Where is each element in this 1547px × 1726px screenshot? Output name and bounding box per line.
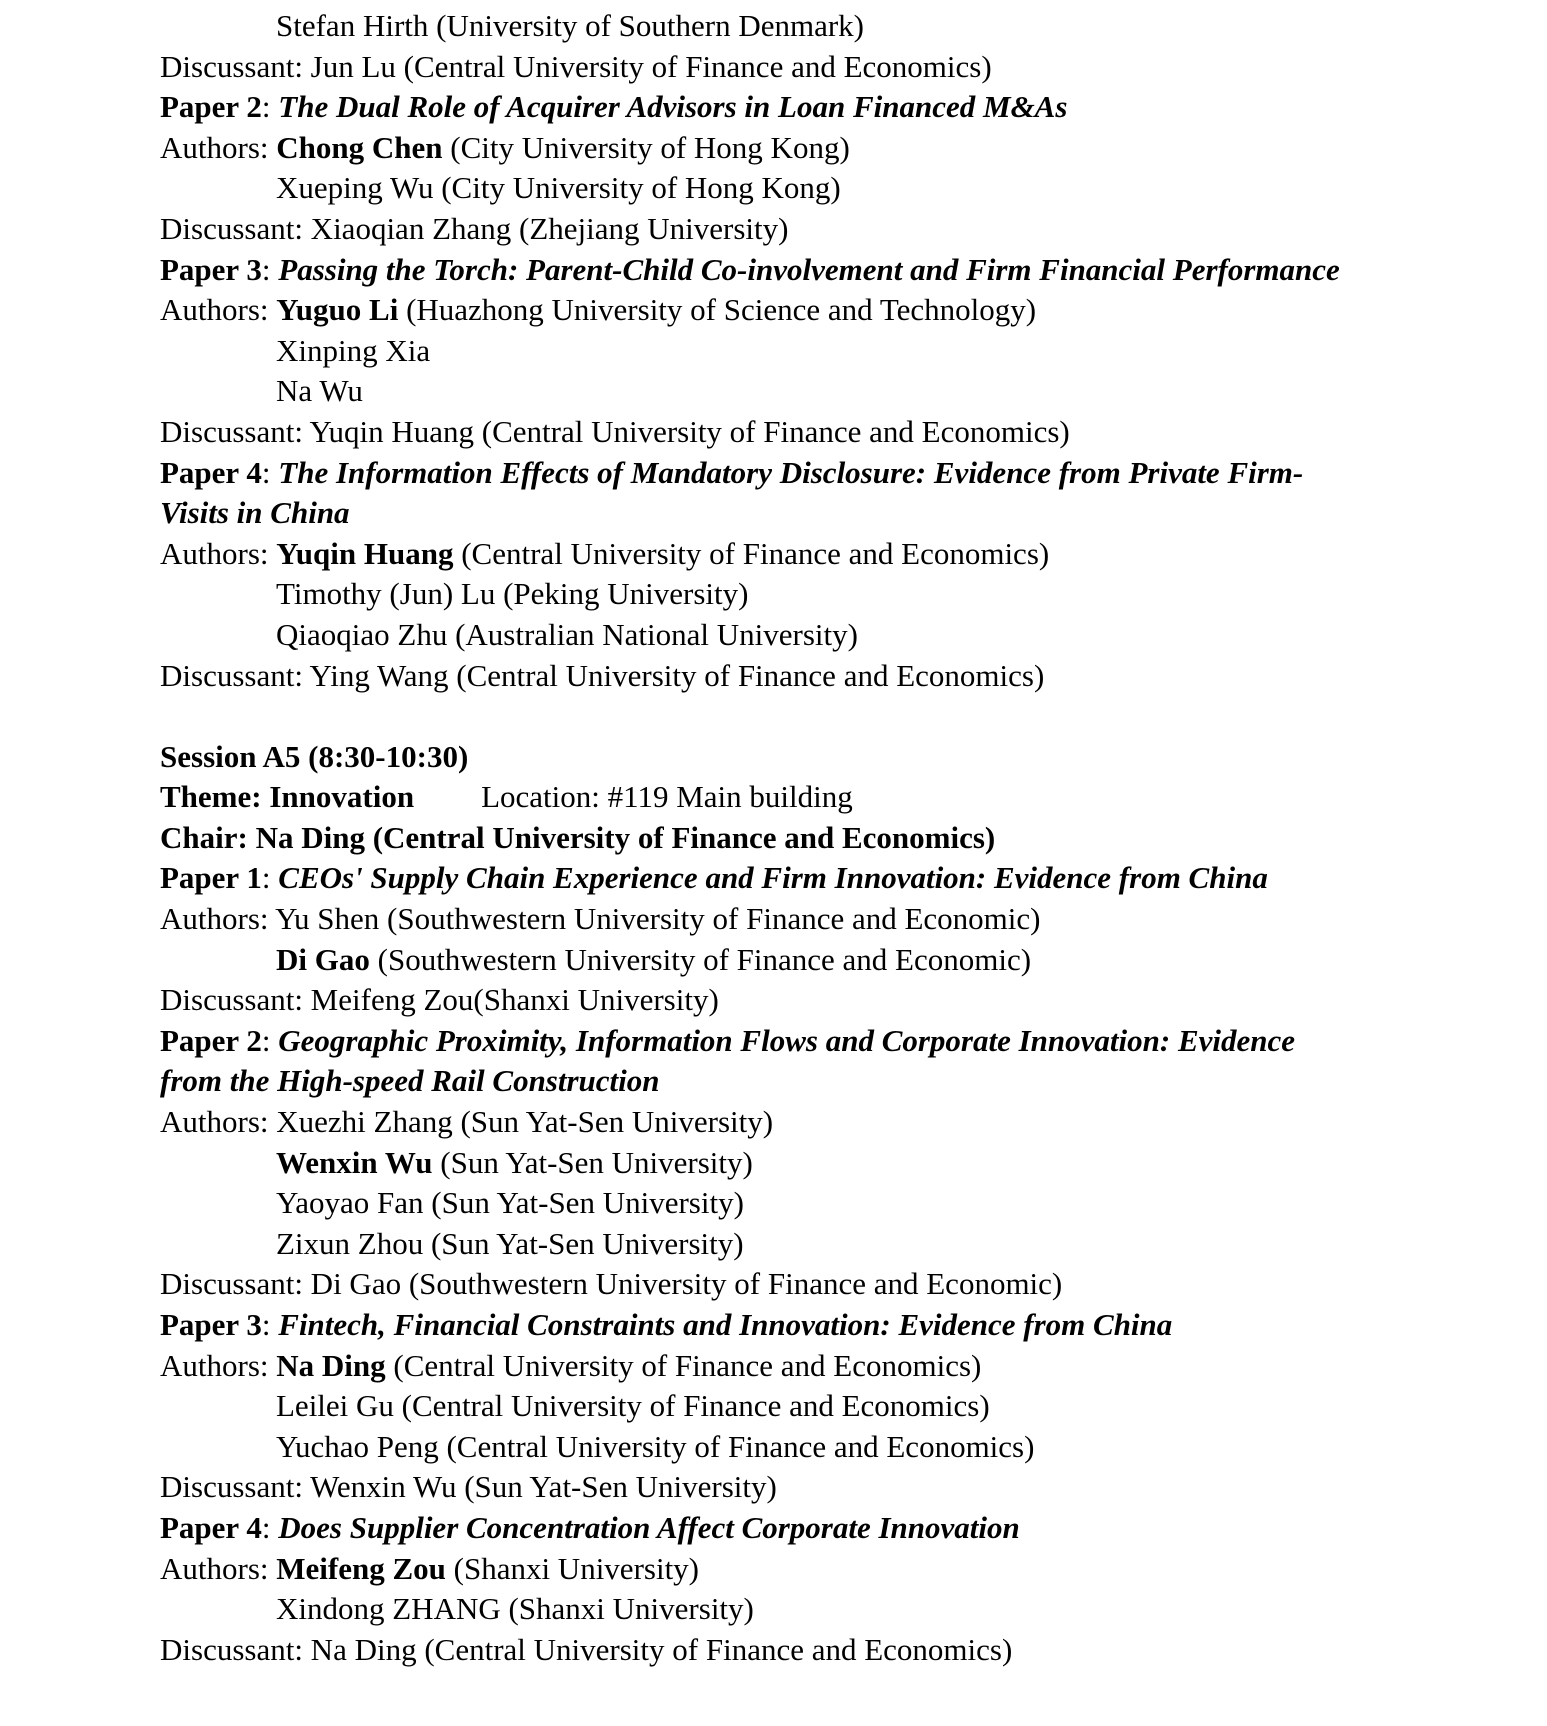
- authors-label: Authors:: [160, 1104, 277, 1140]
- author-name: Yuqin Huang: [276, 535, 454, 571]
- author-name: Yu Shen (Southwestern University of Finance and Economic): [275, 901, 1041, 937]
- line-authors: [160, 128, 1547, 169]
- line-chair: [160, 818, 1547, 859]
- paper-title-text: The Information Effects of Mandatory Disclosure: Evidence from Private Firm-: [278, 454, 1304, 490]
- author-name: Yuchao Peng (Central University of Finance and Economics): [276, 1428, 1035, 1464]
- line-author-continuation: [160, 6, 1547, 47]
- author-name: Xuezhi Zhang (Sun Yat-Sen University): [276, 1104, 774, 1140]
- author-name: Di Gao: [276, 941, 370, 977]
- author-name: Leilei Gu (Central University of Finance and Economics): [276, 1388, 990, 1424]
- line-authors: [160, 899, 1547, 940]
- line-author-continuation: [160, 331, 1547, 372]
- line-discussant: [160, 1264, 1547, 1305]
- line-paper-title: [160, 87, 1547, 128]
- authors-label: Authors:: [160, 129, 277, 165]
- line-theme-location: [160, 777, 1547, 818]
- location-text: Location: #119 Main building: [481, 779, 853, 815]
- discussant-text: Discussant: Ying Wang (Central University of Finance and Economics): [160, 657, 1045, 693]
- paper-title-text: from the High-speed Rail Construction: [160, 1063, 660, 1099]
- line-paper-title: [160, 453, 1547, 494]
- discussant-text: Discussant: Di Gao (Southwestern University of Finance and Economic): [160, 1266, 1063, 1302]
- discussant-text: Discussant: Na Ding (Central University of Finance and Economics): [160, 1631, 1013, 1667]
- affiliation: (Central University of Finance and Economics): [385, 1347, 982, 1383]
- line-discussant: [160, 656, 1547, 697]
- line-discussant: [160, 412, 1547, 453]
- line-author-continuation: [160, 1386, 1547, 1427]
- author-name: Meifeng Zou: [276, 1550, 446, 1586]
- line-authors: [160, 1346, 1547, 1387]
- line-author-continuation: [160, 1143, 1547, 1184]
- line-discussant: [160, 980, 1547, 1021]
- line-paper-title: [160, 1021, 1547, 1062]
- line-author-continuation: [160, 1183, 1547, 1224]
- authors-label: Authors:: [160, 1550, 277, 1586]
- blank-line: [160, 696, 1547, 737]
- affiliation: (Sun Yat-Sen University): [432, 1144, 753, 1180]
- author-name: Yuguo Li: [276, 292, 399, 328]
- author-name: Qiaoqiao Zhu (Australian National University): [276, 616, 858, 652]
- line-discussant: [160, 209, 1547, 250]
- authors-label: Authors:: [160, 535, 277, 571]
- line-authors: [160, 1102, 1547, 1143]
- paper-title-text: Does Supplier Concentration Affect Corporate Innovation: [278, 1509, 1020, 1545]
- theme-label: Theme: Innovation: [160, 779, 415, 815]
- line-paper-title-continuation: [160, 493, 1547, 534]
- line-authors: [160, 290, 1547, 331]
- line-discussant: [160, 1630, 1547, 1671]
- affiliation: (Huazhong University of Science and Technology): [398, 292, 1037, 328]
- paper-label: Paper 4: [160, 454, 262, 490]
- line-author-continuation: [160, 1224, 1547, 1265]
- author-name: Timothy (Jun) Lu (Peking University): [276, 576, 749, 612]
- separator: :: [261, 89, 279, 125]
- affiliation: (Shanxi University): [445, 1550, 700, 1586]
- authors-label: Authors:: [160, 1347, 277, 1383]
- line-paper-title: [160, 250, 1547, 291]
- author-name: Stefan Hirth (University of Southern Denmark): [276, 8, 865, 43]
- author-name: Wenxin Wu: [276, 1144, 433, 1180]
- separator: :: [261, 1022, 279, 1058]
- author-name: Xindong ZHANG (Shanxi University): [276, 1591, 754, 1627]
- line-author-continuation: [160, 1589, 1547, 1630]
- paper-label: Paper 2: [160, 89, 262, 125]
- line-author-continuation: [160, 168, 1547, 209]
- line-paper-title: [160, 1508, 1547, 1549]
- author-name: Chong Chen: [276, 129, 443, 165]
- separator: :: [261, 1307, 279, 1342]
- author-name: Na Ding: [276, 1347, 386, 1383]
- line-discussant: [160, 47, 1547, 88]
- line-paper-title: [160, 1305, 1547, 1346]
- line-paper-title-continuation: [160, 1061, 1547, 1102]
- line-author-continuation: [160, 371, 1547, 412]
- discussant-text: Discussant: Wenxin Wu (Sun Yat-Sen University): [160, 1469, 777, 1505]
- discussant-text: Discussant: Meifeng Zou(Shanxi University): [160, 982, 719, 1018]
- session-title: Session A5 (8:30-10:30): [160, 738, 469, 774]
- line-session-header: [160, 737, 1547, 778]
- paper-title-text: Fintech, Financial Constraints and Innovation: Evidence from China: [278, 1307, 1173, 1342]
- discussant-text: Discussant: Xiaoqian Zhang (Zhejiang University): [160, 210, 789, 246]
- paper-title-text: CEOs' Supply Chain Experience and Firm Innovation: Evidence from China: [278, 860, 1268, 896]
- discussant-text: Discussant: Yuqin Huang (Central University of Finance and Economics): [160, 413, 1070, 449]
- affiliation: (City University of Hong Kong): [442, 129, 850, 165]
- separator: :: [261, 251, 279, 287]
- line-authors: [160, 534, 1547, 575]
- author-name: Xinping Xia: [276, 332, 431, 368]
- paper-title-text: Passing the Torch: Parent-Child Co-involvement and Firm Financial Performance: [278, 251, 1340, 287]
- line-author-continuation: [160, 574, 1547, 615]
- separator: :: [261, 860, 279, 896]
- author-name: Zixun Zhou (Sun Yat-Sen University): [276, 1225, 744, 1261]
- line-discussant: [160, 1467, 1547, 1508]
- paper-title-text: Visits in China: [160, 495, 350, 531]
- affiliation: (Southwestern University of Finance and Economic): [369, 941, 1032, 977]
- author-name: Na Wu: [276, 373, 363, 409]
- author-name: Xueping Wu (City University of Hong Kong): [276, 170, 841, 206]
- affiliation: (Central University of Finance and Economics): [453, 535, 1050, 571]
- line-paper-title: [160, 858, 1547, 899]
- separator: :: [261, 1509, 279, 1545]
- line-authors: [160, 1549, 1547, 1590]
- paper-label: Paper 2: [160, 1022, 262, 1058]
- paper-label: Paper 4: [160, 1509, 262, 1545]
- paper-title-text: The Dual Role of Acquirer Advisors in Loan Financed M&As: [278, 89, 1068, 125]
- authors-label: Authors:: [160, 901, 276, 937]
- paper-label: Paper 3: [160, 1307, 262, 1342]
- chair-text: Chair: Na Ding (Central University of Finance and Economics): [160, 819, 996, 855]
- discussant-text: Discussant: Jun Lu (Central University of Finance and Economics): [160, 48, 992, 84]
- line-author-continuation: [160, 615, 1547, 656]
- line-author-continuation: [160, 1427, 1547, 1468]
- author-name: Yaoyao Fan (Sun Yat-Sen University): [276, 1185, 744, 1221]
- paper-title-text: Geographic Proximity, Information Flows and Corporate Innovation: Evidence: [278, 1022, 1296, 1058]
- separator: :: [261, 454, 279, 490]
- paper-label: Paper 3: [160, 251, 262, 287]
- authors-label: Authors:: [160, 292, 277, 328]
- paper-label: Paper 1: [160, 860, 262, 896]
- line-author-continuation: [160, 940, 1547, 981]
